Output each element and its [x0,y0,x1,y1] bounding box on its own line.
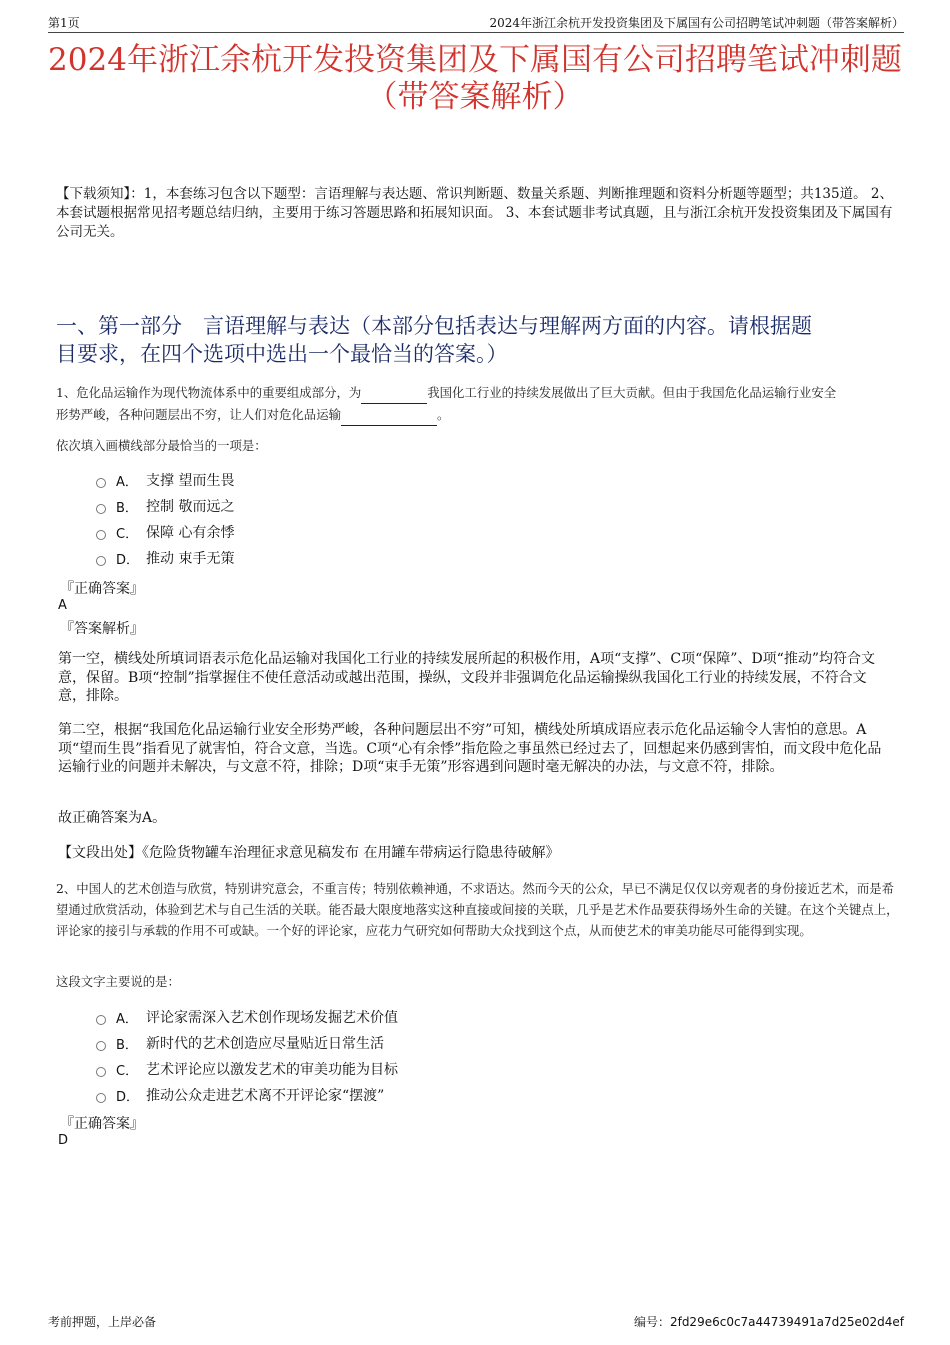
radio-icon[interactable] [96,478,106,488]
answer-value: A [58,598,67,613]
option-a[interactable]: A． 评论家需深入艺术创作现场发掘艺术价值 [96,1004,398,1030]
analysis-conclusion: 故正确答案为A。 [58,810,167,826]
analysis-paragraph-1: 第一空，横线处所填词语表示危化品运输对我国化工行业的持续发展所起的积极作用，A项“支撑”、C项“保障”、D项“推动”均符合文意，保留。B项“控制”指掌握住不使任意活动或越出范围，操纵，文段并非强调危化品运输操纵我国化工行业的持续发展，不符合文意，排除。 [58,651,875,704]
question-2-instruction: 这段文字主要说的是： [56,974,180,989]
question-2-stem: 2、中国人的艺术创造与欣赏，特别讲究意会，不重言传；特别依赖神通，不求语达。然而今天的公众，早已不满足仅仅以旁观者的身份接近艺术，而是希望通过欣赏活动，体验到艺术与自己生活的关联。能否最大限度地落实这种直接或间接的关联，几乎是艺术作品要获得场外生命的关键。在这个关键点上，评论家的接引与承载的作用不可或缺。一个好的评论家，应花力气研究如何帮助大众找到这个点，从而使艺术的审美功能尽可能得到实现。 [56,881,899,938]
option-d[interactable]: D． 推动 束手无策 [96,545,234,571]
option-b[interactable]: B． 控制 敬而远之 [96,493,234,519]
answer-label: 『正确答案』 [60,581,144,597]
question-1-instruction: 依次填入画横线部分最恰当的一项是： [56,438,267,453]
page-number: 第1页 [48,16,80,30]
question-1-options [96,467,234,571]
footer-code: 编号：2fd29e6c0c7a44739491a7d25e02d4ef [633,1315,904,1329]
text-source: 【文段出处】《危险货物罐车治理征求意见稿发布 在用罐车带病运行隐患待破解》 [58,845,560,861]
document-title [40,42,910,116]
title-line-2: （带答案解析） [366,79,584,115]
analysis-label: 『答案解析』 [60,621,144,637]
question-1-stem: 1、危化品运输作为现代物流体系中的重要组成部分，为 我国化工行业的持续发展做出了巨大贡献。但由于我国危化品运输行业安全 形势严峻，各种问题层出不穷，让人们对危化品运输 。 [56,382,902,426]
page-header [48,14,904,33]
blank-1 [361,389,427,404]
option-c[interactable]: C． 保障 心有余悸 [96,519,234,545]
footer-slogan: 考前押题，上岸必备 [48,1315,157,1329]
download-notice: 【下载须知】：1，本套练习包含以下题型：言语理解与表达题、常识判断题、数量关系题、判断推理题和资料分析题等题型；共135道。 2、本套试题根据常见招考题总结归纳，主要用于练习答题思路和拓展知识面。 3、本套试题非考试真题，且与浙江余杭开发投资集团及下属国有公司无关。 [56,186,893,240]
question-2-options [96,1004,398,1108]
analysis-paragraph-2: 第二空，根据“我国危化品运输行业安全形势严峻，各种问题层出不穷”可知，横线处所填成语应表示危化品运输令人害怕的意思。A项“望而生畏”指看见了就害怕，符合文意，当选。C项“心有余悸”指危险之事虽然已经过去了，回想起来仍感到害怕，而文段中危化品运输行业的问题并未解决，与文意不符，排除；D项“束手无策”形容遇到问题时毫无解决的办法，与文意不符，排除。 [58,722,882,775]
answer-value: D [58,1133,69,1148]
option-a[interactable]: A． 支撑 望而生畏 [96,467,234,493]
radio-icon[interactable] [96,556,106,566]
blank-2 [341,411,437,426]
option-d[interactable]: D． 推动公众走进艺术离不开评论家“摆渡” [96,1082,398,1108]
header-doc-title: 2024年浙江余杭开发投资集团及下属国有公司招聘笔试冲刺题（带答案解析） [489,16,904,30]
radio-icon[interactable] [96,1015,106,1025]
radio-icon[interactable] [96,1067,106,1077]
option-c[interactable]: C． 艺术评论应以激发艺术的审美功能为目标 [96,1056,398,1082]
option-b[interactable]: B． 新时代的艺术创造应尽量贴近日常生活 [96,1030,398,1056]
answer-label: 『正确答案』 [60,1116,144,1132]
section-heading: 一、第一部分 言语理解与表达（本部分包括表达与理解两方面的内容。请根据题 目要求，在四个选项中选出一个最恰当的答案。） [56,314,812,366]
radio-icon[interactable] [96,1093,106,1103]
radio-icon[interactable] [96,530,106,540]
radio-icon[interactable] [96,504,106,514]
title-line-1: 2024年浙江余杭开发投资集团及下属国有公司招聘笔试冲刺题 [48,42,902,78]
radio-icon[interactable] [96,1041,106,1051]
